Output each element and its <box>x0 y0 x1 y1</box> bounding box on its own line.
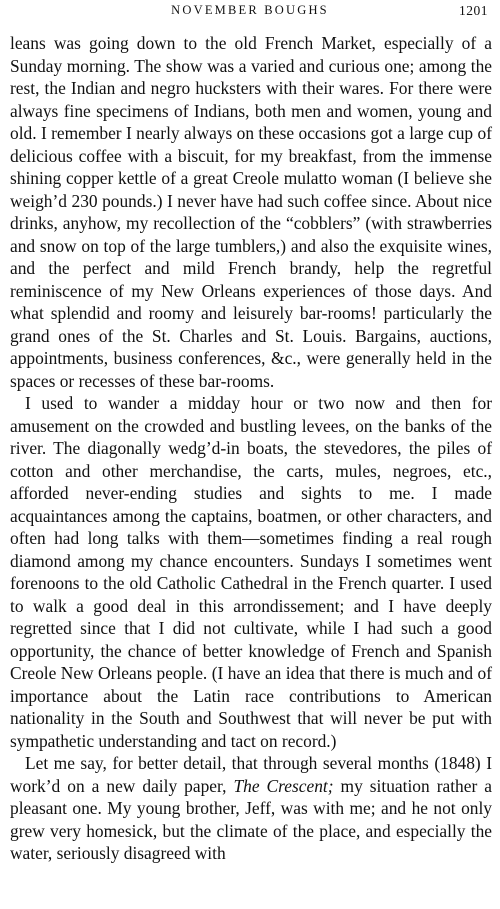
running-title: NOVEMBER BOUGHS <box>171 3 329 17</box>
page-number: 1201 <box>459 3 488 18</box>
paragraph-levees: I used to wander a midday hour or two now and then for amusement on the crowded and bustling levees, on the banks of the river. The diagonally wedg’d-in boats, the stevedores, the piles of cotton and other merchandise, the carts, mules, negroes, etc., afforded never-ending studies and sights to me. I made acquaintances among the captains, boatmen, or other characters, and often had long talks with them—sometimes finding a real rough diamond among my chance encounters. Sundays I sometimes went forenoons to the old Catholic Cathedral in the French quarter. I used to walk a good deal in this arrondissement; and I have deeply regretted since that I did not cultivate, while I had such a good opportunity, the chance of better knowledge of French and Spanish Creole New Orleans people. (I have an idea that there is much and of importance about the Latin race contributions to American nationality in the South and Southwest that will never be put with sympathetic understanding and tact on record.) <box>10 393 492 751</box>
running-head <box>0 3 500 23</box>
paragraph-continued: leans was going down to the old French Market, especially of a Sunday morning. The show was a varied and curious one; among the rest, the Indian and negro hucksters with their wares. For there were always fine specimens of Indians, both men and women, young and old. I remember I nearly always on these occasions got a large cup of delicious coffee with a biscuit, for my breakfast, from the immense shining copper kettle of a great Creole mulatto woman (I believe she weigh’d 230 pounds.) I never have had such coffee since. About nice drinks, anyhow, my recollection of the “cobblers” (with strawberries and snow on top of the large tumblers,) and also the exquisite wines, and the perfect and mild French brandy, help the regretful reminiscence of my New Orleans experiences of those days. And what splendid and roomy and leisurely bar-rooms! particularly the grand ones of the St. Charles and St. Louis. Bargains, auctions, appointments, business conferences, &c., were generally held in the spaces or recesses of these bar-rooms. <box>10 33 492 391</box>
newspaper-title: The Crescent; <box>233 775 334 796</box>
paragraph-text-after: my situation rather a pleasant one. My young brother, Jeff, was with me; and he not only grew very homesick, but the climate of the place, and especially the water, seriously disagreed with <box>10 775 492 863</box>
paragraph-crescent <box>10 752 492 865</box>
body-text <box>10 32 492 865</box>
paragraph-text-before: Let me say, for better detail, that through several months (1848) I work’d on a new daily paper, <box>10 753 492 796</box>
